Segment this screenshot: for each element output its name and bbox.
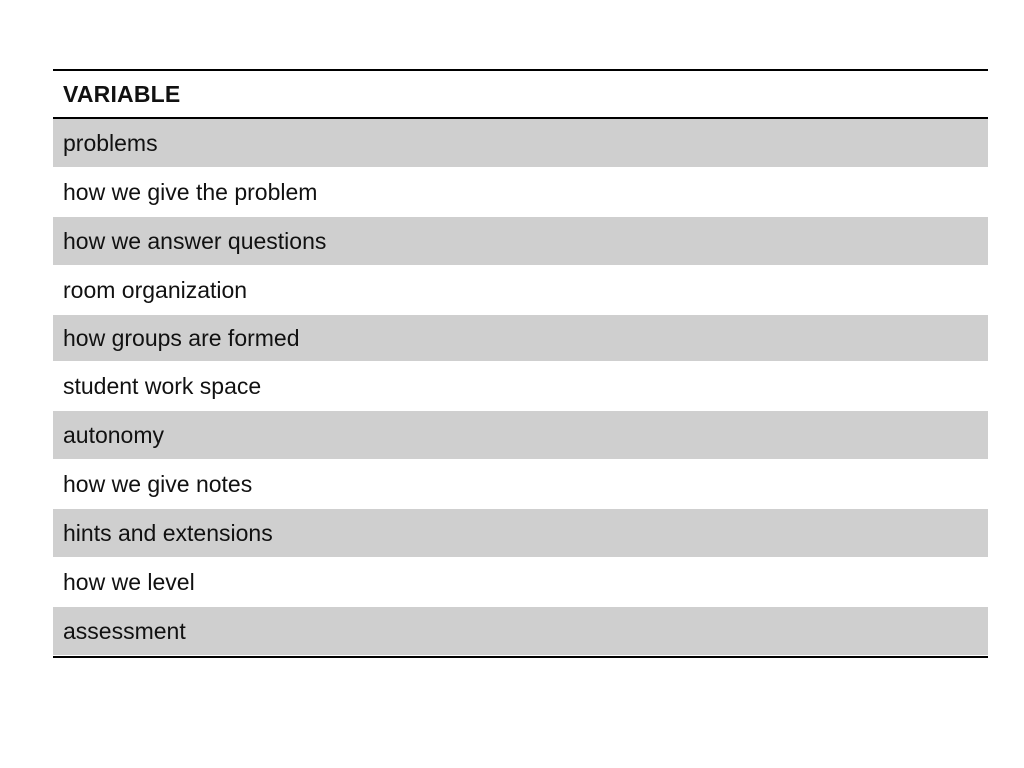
variables-table [53,69,988,658]
table-row [53,362,988,411]
table-cell: how groups are formed [63,324,300,351]
column-header-variable: VARIABLE [63,80,181,107]
table-cell: how we give the problem [63,178,318,205]
table-cell: how we level [63,568,195,595]
table-row [53,411,988,460]
table-row [53,509,988,558]
table-row [53,119,988,168]
table-row [53,315,988,362]
table-cell: room organization [63,276,248,303]
table-cell: student work space [63,372,262,399]
table-row [53,217,988,266]
table-header-row [53,71,988,119]
table-row [53,266,988,315]
table-row [53,558,988,607]
table-cell: hints and extensions [63,519,273,546]
table-row [53,460,988,509]
table-cell: autonomy [63,421,165,448]
table-row [53,607,988,656]
table-cell: how we answer questions [63,227,327,254]
table-cell: assessment [63,617,186,644]
table-cell: problems [63,129,158,156]
table-cell: how we give notes [63,470,253,497]
table-row [53,168,988,217]
